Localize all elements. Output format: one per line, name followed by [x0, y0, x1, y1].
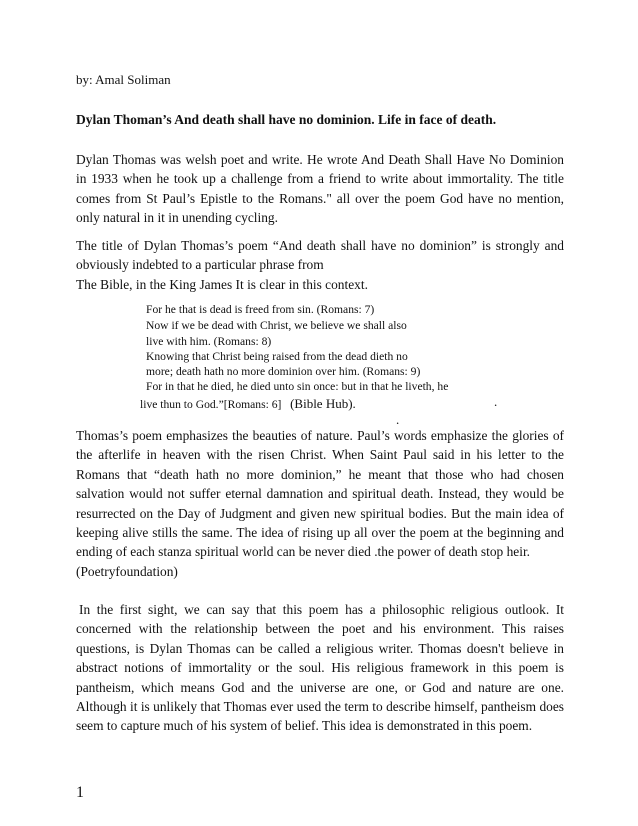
quote-line-3: live with him. (Romans: 8): [146, 335, 272, 348]
quote-line-2: Now if we be dead with Christ, we believe we shall also: [146, 319, 407, 332]
quote-line-6: For in that he died, he died unto sin once: but in that he liveth, he: [146, 380, 449, 393]
quote-last-text: live thun to God.”[Romans: 6]: [140, 398, 282, 411]
paragraph-comparison-text: Thomas’s poem emphasizes the beauties of nature. Paul’s words emphasize the glories of the afterlife in heaven with the risen Christ. When Saint Paul said in his letter to the Romans that “death hath no more dominion,” he meant that those who had chosen salvation would not suffer eternal damnation and spiritual death. Instead, they would be resurrected on the Day of Judgment and given new spiritual bodies. But the main idea of keeping alive stills the same. The idea of rising up all over the poem at the beginning and ending of each stanza spiritual world can be never died .the power of death stop heir.: [76, 428, 564, 560]
quote-line-1: For he that is dead is freed from sin. (Romans: 7): [146, 303, 375, 316]
paragraph-title-origin-tail: The Bible, in the King James It is clear in this context.: [76, 276, 368, 292]
paragraph-religious-outlook: In the first sight, we can say that this poem has a philosophic religious outlook. It concerned with the relationship between the poet and his environment. This raises questions, is Dylan Thomas can be called a religious writer. Thomas doesn't believe in abstract notions of immortality or the soul. His religious framework in this poem is pantheism, which means God and the universe are one, or God and nature are one. Although it is unlikely that Thomas ever used the term to describe himself, pantheism does seem to capture much of his system of belief. This idea is demonstrated in this poem.: [76, 602, 564, 734]
page-number: 1: [76, 784, 84, 801]
paragraph-comparison-citation: (Poetryfoundation): [76, 563, 178, 579]
author-line: by: Amal Soliman: [76, 72, 171, 87]
paragraph-intro: Dylan Thomas was welsh poet and write. He wrote And Death Shall Have No Dominion in 1933 when he took up a challenge from a friend to write about immortality. The title comes from St Paul’s Epistle to the Romans." all over the poem God have no mention, only natural in it in unending cycling.: [76, 152, 564, 226]
paragraph-title-origin-text: The title of Dylan Thomas’s poem “And death shall have no dominion” is strongly and obviously indebted to a particular phrase from: [76, 238, 564, 273]
quote-source: (Bible Hub).: [290, 396, 356, 411]
document-heading: Dylan Thoman’s And death shall have no dominion. Life in face of death.: [76, 112, 497, 127]
quote-line-5: more; death hath no more dominion over him. (Romans: 9): [146, 365, 421, 378]
stray-dot: .: [494, 394, 498, 409]
quote-last-line: [140, 396, 356, 412]
quote-line-4: Knowing that Christ being raised from the dead dieth no: [146, 350, 408, 363]
paragraph-title-origin: [76, 236, 564, 294]
stray-dot: .: [396, 412, 400, 427]
paragraph-comparison: [76, 426, 564, 581]
